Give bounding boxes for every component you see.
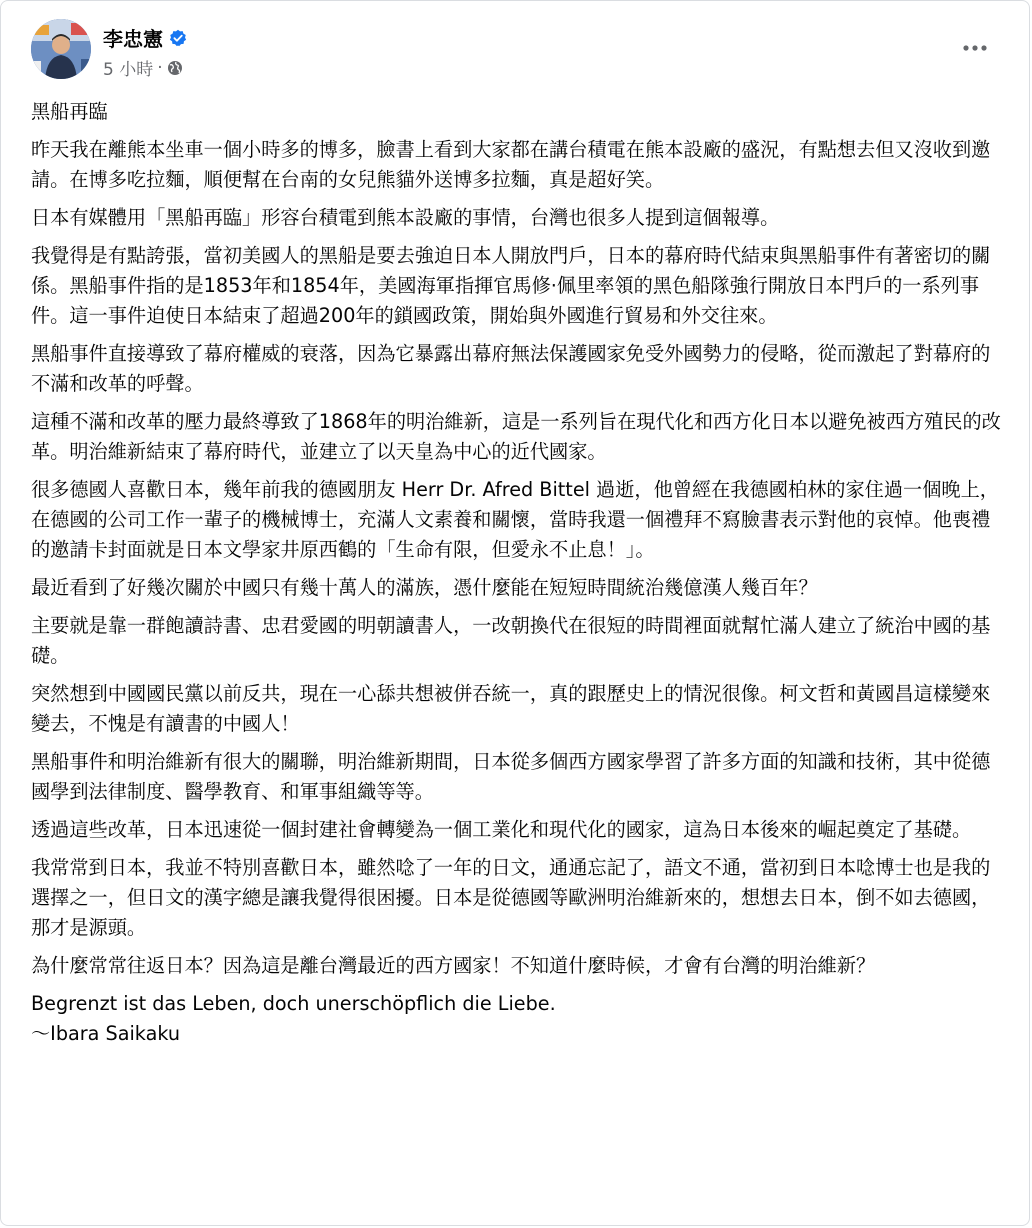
quote-text: Begrenzt ist das Leben, doch unerschöpflich die Liebe. xyxy=(31,992,556,1015)
post-paragraph: 黑船事件和明治維新有很大的關聯，明治維新期間，日本從多個西方國家學習了許多方面的知識和技術，其中從德國學到法律制度、醫學教育、和軍事組織等等。 xyxy=(31,750,991,803)
post-paragraph: 為什麼常常往返日本？因為這是離台灣最近的西方國家！不知道什麼時候，才會有台灣的明治維新？ xyxy=(31,954,876,977)
post-paragraph: 很多德國人喜歡日本，幾年前我的德國朋友 Herr Dr. Afred Bittel 過逝，他曾經在我德國柏林的家住過一個晚上，在德國的公司工作一輩子的機械博士，充滿人文素養和關懷，當時我還一個禮拜不寫臉書表示對他的哀悼。他喪禮的邀請卡封面就是日本文學家井原西鶴的「生命有限，但愛永不止息！」。 xyxy=(31,478,999,561)
post-paragraph: 透過這些改革，日本迅速從一個封建社會轉變為一個工業化和現代化的國家，這為日本後來的崛起奠定了基礎。 xyxy=(31,818,972,841)
globe-icon xyxy=(167,60,183,76)
post-paragraph: 我覺得是有點誇張，當初美國人的黑船是要去強迫日本人開放門戶，日本的幕府時代結束與黑船事件有著密切的關係。黑船事件指的是1853年和1854年，美國海軍指揮官馬修·佩里率領的黑色船隊強行開放日本門戶的一系列事件。這一事件迫使日本結束了超過200年的鎖國政策，開始與外國進行貿易和外交往來。 xyxy=(31,244,991,327)
post-paragraph: 昨天我在離熊本坐車一個小時多的博多，臉書上看到大家都在講台積電在熊本設廠的盛況，有點想去但又沒收到邀請。在博多吃拉麵，順便幫在台南的女兒熊貓外送博多拉麵，真是超好笑。 xyxy=(31,138,991,191)
more-options-button[interactable] xyxy=(957,33,993,63)
quote-attribution: ～Ibara Saikaku xyxy=(31,1022,181,1045)
post-timestamp[interactable]: 5 小時 xyxy=(103,60,154,80)
more-options-icon xyxy=(962,44,988,52)
verified-badge-icon xyxy=(169,29,187,47)
meta-separator: · xyxy=(157,57,163,78)
post-paragraph: 突然想到中國國民黨以前反共，現在一心舔共想被併吞統一，真的跟歷史上的情況很像。柯文哲和黃國昌這樣變來變去，不愧是有讀書的中國人！ xyxy=(31,682,991,735)
post-header xyxy=(31,19,999,83)
avatar[interactable] xyxy=(31,19,91,79)
post-paragraph: 主要就是靠一群飽讀詩書、忠君愛國的明朝讀書人，一改朝換代在很短的時間裡面就幫忙滿人建立了統治中國的基礎。 xyxy=(31,614,991,667)
avatar-image xyxy=(31,19,91,79)
post-meta xyxy=(103,55,183,80)
post-paragraph: 日本有媒體用「黑船再臨」形容台積電到熊本設廠的事情，台灣也很多人提到這個報導。 xyxy=(31,206,780,229)
post-body xyxy=(31,97,1006,1049)
post-paragraph: 我常常到日本，我並不特別喜歡日本，雖然唸了一年的日文，通通忘記了，語文不通，當初到日本唸博士也是我的選擇之一，但日文的漢字總是讓我覺得很困擾。日本是從德國等歐洲明治維新來的，想想去日本，倒不如去德國，那才是源頭。 xyxy=(31,856,991,939)
author-name[interactable]: 李忠憲 xyxy=(103,27,163,51)
post-paragraph: 黑船事件直接導致了幕府權威的衰落，因為它暴露出幕府無法保護國家免受外國勢力的侵略，從而激起了對幕府的不滿和改革的呼聲。 xyxy=(31,342,991,395)
author-row xyxy=(103,23,187,52)
post-paragraph: 黑船再臨 xyxy=(31,100,108,123)
post-paragraph: 這種不滿和改革的壓力最終導致了1868年的明治維新，這是一系列旨在現代化和西方化日本以避免被西方殖民的改革。明治維新結束了幕府時代，並建立了以天皇為中心的近代國家。 xyxy=(31,410,1001,463)
quote-block xyxy=(31,989,1006,1049)
post-paragraph: 最近看到了好幾次關於中國只有幾十萬人的滿族，憑什麼能在短短時間統治幾億漢人幾百年？ xyxy=(31,576,818,599)
